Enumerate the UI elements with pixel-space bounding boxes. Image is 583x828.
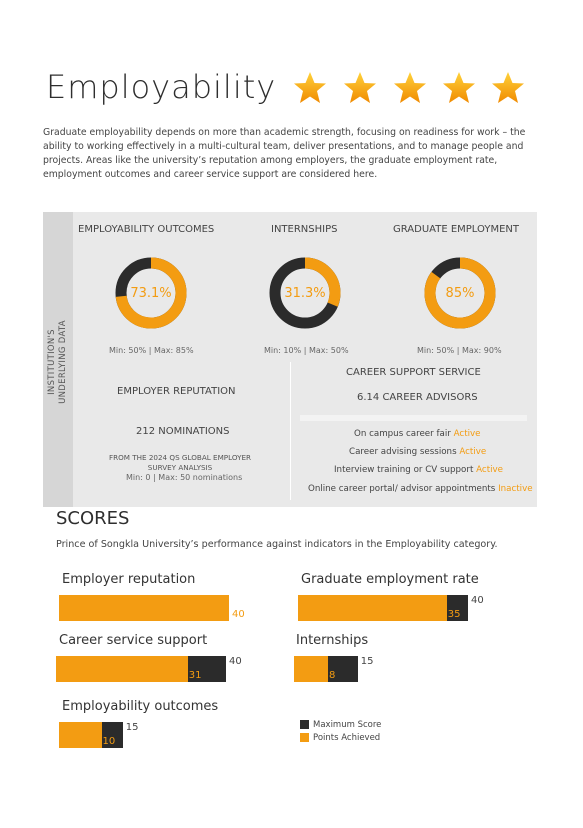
star-icon	[292, 70, 328, 106]
donut-title-internships: INTERNSHIPS	[271, 224, 338, 235]
career-service-label: Career advising sessions	[349, 447, 457, 457]
legend-max	[300, 720, 381, 730]
score-bar-employability-outcomes	[59, 722, 139, 748]
career-advisors: 6.14 CAREER ADVISORS	[357, 392, 478, 403]
legend-max-label: Maximum Score	[313, 720, 382, 730]
career-service-item	[334, 465, 503, 475]
score-bar-internships	[294, 656, 374, 682]
career-service-status: Active	[459, 447, 487, 457]
bar-achieved-segment	[59, 595, 229, 621]
score-bar-graduate-employment	[298, 595, 484, 621]
intro-paragraph: Graduate employability depends on more than academic strength, focusing on readiness for work – the ability to working effectively in a multi-cultural team, deliver presentations, and to manage people and projects. Areas like the university’s reputation among employers, the graduate employment rate, employment outcomes and career service support are considered here.	[43, 127, 526, 180]
employer-source-line-2: SURVEY ANALYSIS	[147, 462, 213, 472]
scores-subtitle: Prince of Songkla University’s performance against indicators in the Employability category.	[56, 539, 498, 550]
bar-label-graduate-employment: Graduate employment rate	[301, 572, 479, 587]
star-icon	[392, 70, 428, 106]
bar-label-employability-outcomes: Employability outcomes	[62, 699, 219, 714]
donut-range-internships: Min: 10% | Max: 50%	[264, 346, 349, 355]
employer-nominations: 212 NOMINATIONS	[136, 426, 230, 437]
donut-range-graduate-employment: Min: 50% | Max: 90%	[417, 346, 502, 355]
bar-achieved-value: 10	[102, 736, 116, 747]
score-bar-career-service	[56, 656, 242, 682]
bar-achieved-value: 31	[188, 670, 202, 681]
bar-label-employer-reputation: Employer reputation	[62, 572, 196, 587]
donut-value-internships: 31.3%	[284, 286, 326, 301]
employer-reputation-title: EMPLOYER REPUTATION	[117, 386, 236, 397]
bar-achieved-segment	[59, 722, 102, 748]
donut-title-outcomes: EMPLOYABILITY OUTCOMES	[78, 224, 215, 235]
employer-source-line-1: FROM THE 2024 QS GLOBAL EMPLOYER	[108, 453, 252, 462]
star-icon	[441, 70, 477, 106]
bar-label-internships: Internships	[296, 633, 369, 648]
bar-achieved-value: 35	[447, 609, 461, 620]
career-service-status: Active	[453, 429, 481, 439]
side-label-line-1: INSTITUTION'S	[47, 329, 57, 395]
star-icon	[342, 70, 378, 106]
career-service-label: On campus career fair	[354, 429, 451, 439]
donut-range-outcomes: Min: 50% | Max: 85%	[109, 346, 194, 355]
scores-title: SCORES	[56, 508, 130, 529]
career-service-label: Interview training or CV support	[334, 465, 474, 475]
legend-achieved	[300, 733, 380, 743]
bar-max-value: 15	[360, 656, 374, 667]
donut-title-graduate-employment: GRADUATE EMPLOYMENT	[393, 224, 519, 235]
career-service-item	[354, 429, 481, 439]
career-divider	[300, 415, 527, 421]
career-service-label: Online career portal/ advisor appointments	[308, 484, 496, 494]
career-service-item	[349, 447, 486, 457]
legend-achieved-label: Points Achieved	[313, 733, 381, 743]
star-rating	[292, 70, 532, 106]
career-service-status: Inactive	[498, 484, 533, 494]
bar-label-career-service: Career service support	[59, 633, 208, 648]
career-support-title: CAREER SUPPORT SERVICE	[346, 367, 481, 378]
bar-max-value: 40	[471, 595, 484, 606]
bar-achieved-value: 8	[329, 670, 336, 681]
star-icon	[490, 70, 526, 106]
legend-swatch-max	[300, 720, 309, 729]
donut-value-graduate-employment: 85%	[445, 286, 475, 301]
career-service-item	[308, 484, 533, 494]
donut-value-outcomes: 73.1%	[130, 286, 172, 301]
bar-achieved-segment	[56, 656, 188, 682]
score-bar-employer-reputation	[59, 595, 245, 621]
page-title: Employability	[46, 68, 277, 106]
bar-max-value: 40	[229, 656, 242, 667]
bar-achieved-segment	[294, 656, 328, 682]
bar-max-value: 15	[125, 722, 139, 733]
employer-source	[100, 453, 260, 472]
side-label-line-2: UNDERLYING DATA	[58, 320, 68, 404]
bar-achieved-segment	[298, 595, 447, 621]
employer-range: Min: 0 | Max: 50 nominations	[126, 473, 243, 482]
career-service-status: Active	[476, 465, 503, 475]
panel-divider	[290, 362, 291, 500]
bar-achieved-value: 40	[232, 609, 245, 620]
legend-swatch-achieved	[300, 733, 309, 742]
side-label	[47, 320, 69, 404]
